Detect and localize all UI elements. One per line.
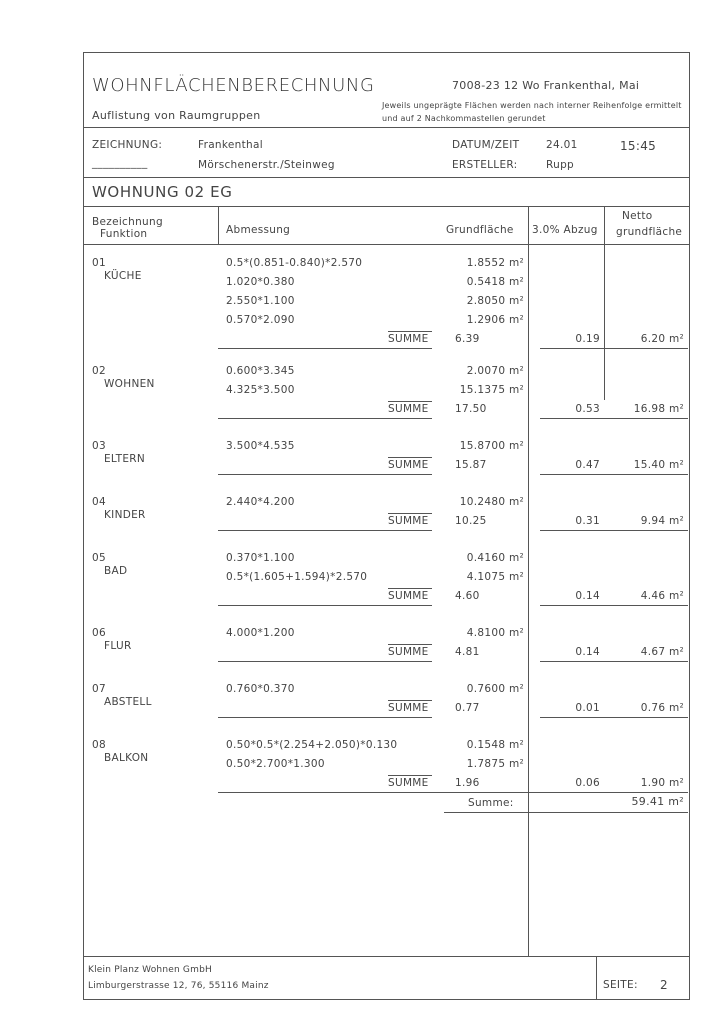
room-number: 06 [92,627,106,639]
abzug-value: 0.53 [575,403,600,415]
zeichnung-dashes: __________ [92,157,148,169]
summe-value: 0.77 [455,702,480,714]
area: 4.8100 m² [466,627,524,639]
netto-value: 1.90 m² [640,777,684,789]
abzug-value: 0.14 [575,590,600,602]
dimension: 0.5*(0.851-0.840)*2.570 [226,257,363,269]
abzug-value: 0.14 [575,646,600,658]
abzug-value: 0.31 [575,515,600,527]
frame-top [83,52,690,53]
netto-value: 4.67 m² [640,646,684,658]
seite-label: SEITE: [603,979,638,991]
area: 0.5418 m² [466,276,524,288]
summe-overline [388,457,432,458]
summe-label: SUMME [388,403,429,415]
zeichnung-value: Frankenthal [198,139,263,151]
dimension: 0.760*0.370 [226,683,295,695]
netto-underline [540,348,688,349]
netto-underline [540,530,688,531]
netto-value: 0.76 m² [640,702,684,714]
abzug-value: 0.06 [575,777,600,789]
summe-underline [218,474,432,475]
netto-underline [540,661,688,662]
room-name: BALKON [104,752,149,764]
summe-overline [388,513,432,514]
area: 15.8700 m² [459,440,524,452]
dimension: 3.500*4.535 [226,440,295,452]
dimension: 1.020*0.380 [226,276,295,288]
footer-company: Klein Planz Wohnen GmbH [88,965,212,975]
room-name: BAD [104,565,128,577]
area: 1.8552 m² [466,257,524,269]
netto-value: 4.46 m² [640,590,684,602]
netto-underline [540,474,688,475]
col-abzug: 3.0% Abzug [532,224,598,236]
ersteller-label: ERSTELLER: [452,159,518,171]
col-grundflaeche: Grundfläche [446,224,514,236]
summe-underline [218,661,432,662]
netto-value: 9.94 m² [640,515,684,527]
room-number: 03 [92,440,106,452]
divider-grundflaeche [528,206,529,956]
room-number: 08 [92,739,106,751]
dimension: 0.600*3.345 [226,365,295,377]
datum-label: DATUM/ZEIT [452,139,520,151]
col-funktion: Funktion [100,228,148,240]
col-netto: Netto [622,210,653,222]
seite-value: 2 [660,978,668,992]
summe-overline [388,331,432,332]
room-name: KÜCHE [104,270,142,282]
zeichnung-street: Mörschenerstr./Steinweg [198,159,335,171]
abzug-value: 0.47 [575,459,600,471]
summe-value: 10.25 [455,515,487,527]
document-title: WOHNFLÄCHENBERECHNUNG [92,75,375,96]
project-label: 7008-23 12 Wo Frankenthal, Mai [452,79,640,92]
ersteller-value: Rupp [546,159,575,171]
summe-underline [218,717,432,718]
area: 2.8050 m² [466,295,524,307]
time-value: 15:45 [620,139,657,153]
area: 0.4160 m² [466,552,524,564]
area: 10.2480 m² [459,496,524,508]
netto-underline [540,605,688,606]
dimension: 4.000*1.200 [226,627,295,639]
area: 0.1548 m² [466,739,524,751]
area: 1.7875 m² [466,758,524,770]
netto-value: 6.20 m² [640,333,684,345]
summe-label: SUMME [388,646,429,658]
summe-underline [218,418,432,419]
summe-overline [388,588,432,589]
room-number: 05 [92,552,106,564]
summe-label: SUMME [388,459,429,471]
summe-overline [388,775,432,776]
divider-bezeichnung [218,206,219,244]
abzug-value: 0.01 [575,702,600,714]
summe-underline [218,605,432,606]
area: 15.1375 m² [459,384,524,396]
summe-label: SUMME [388,333,429,345]
summe-value: 17.50 [455,403,487,415]
summe-label: SUMME [388,702,429,714]
col-abmessung: Abmessung [226,224,291,236]
summe-label: SUMME [388,777,429,789]
summe-overline [388,700,432,701]
dimension: 0.5*(1.605+1.594)*2.570 [226,571,368,583]
summe-label: SUMME [388,590,429,602]
zeichnung-label: ZEICHNUNG: [92,139,163,151]
dimension: 0.370*1.100 [226,552,295,564]
total-label: Summe: [468,797,514,809]
frame-right [689,52,690,1000]
netto-value: 16.98 m² [633,403,684,415]
area: 4.1075 m² [466,571,524,583]
summe-value: 15.87 [455,459,487,471]
room-name: FLUR [104,640,132,652]
summe-underline [218,348,432,349]
dimension: 2.550*1.100 [226,295,295,307]
summe-value: 4.81 [455,646,480,658]
dimension: 0.50*2.700*1.300 [226,758,325,770]
divider-abzug [604,206,605,400]
rounding-note-1: Jeweils ungeprägte Flächen werden nach interner Reihenfolge ermittelt [382,101,682,110]
col-bezeichnung: Bezeichnung [92,216,163,228]
abzug-value: 0.19 [575,333,600,345]
room-name: ELTERN [104,453,146,465]
area: 2.0070 m² [466,365,524,377]
room-name: ABSTELL [104,696,152,708]
total-value: 59.41 m² [631,795,684,808]
room-number: 07 [92,683,106,695]
dimension: 4.325*3.500 [226,384,295,396]
footer-address: Limburgerstrasse 12, 76, 55116 Mainz [88,981,269,991]
area: 1.2906 m² [466,314,524,326]
datum-value: 24.01 [546,139,578,151]
netto-value: 15.40 m² [633,459,684,471]
frame-bottom [83,999,690,1000]
room-name: KINDER [104,509,146,521]
summe-value: 4.60 [455,590,480,602]
room-name: WOHNEN [104,378,155,390]
room-number: 04 [92,496,106,508]
frame-left [83,52,84,1000]
netto-underline [540,717,688,718]
summe-value: 6.39 [455,333,480,345]
summe-overline [388,644,432,645]
dimension: 2.440*4.200 [226,496,295,508]
wohnung-title: WOHNUNG 02 EG [92,183,233,201]
area: 0.7600 m² [466,683,524,695]
room-number: 01 [92,257,106,269]
document-subtitle: Auflistung von Raumgruppen [92,109,261,122]
netto-underline [540,418,688,419]
summe-value: 1.96 [455,777,480,789]
room-number: 02 [92,365,106,377]
dimension: 0.50*0.5*(2.254+2.050)*0.130 [226,739,398,751]
summe-label: SUMME [388,515,429,527]
rounding-note-2: und auf 2 Nachkommastellen gerundet [382,114,546,123]
summe-underline [218,530,432,531]
dimension: 0.570*2.090 [226,314,295,326]
summe-overline [388,401,432,402]
col-netto-grundflaeche: grundfläche [616,226,683,238]
